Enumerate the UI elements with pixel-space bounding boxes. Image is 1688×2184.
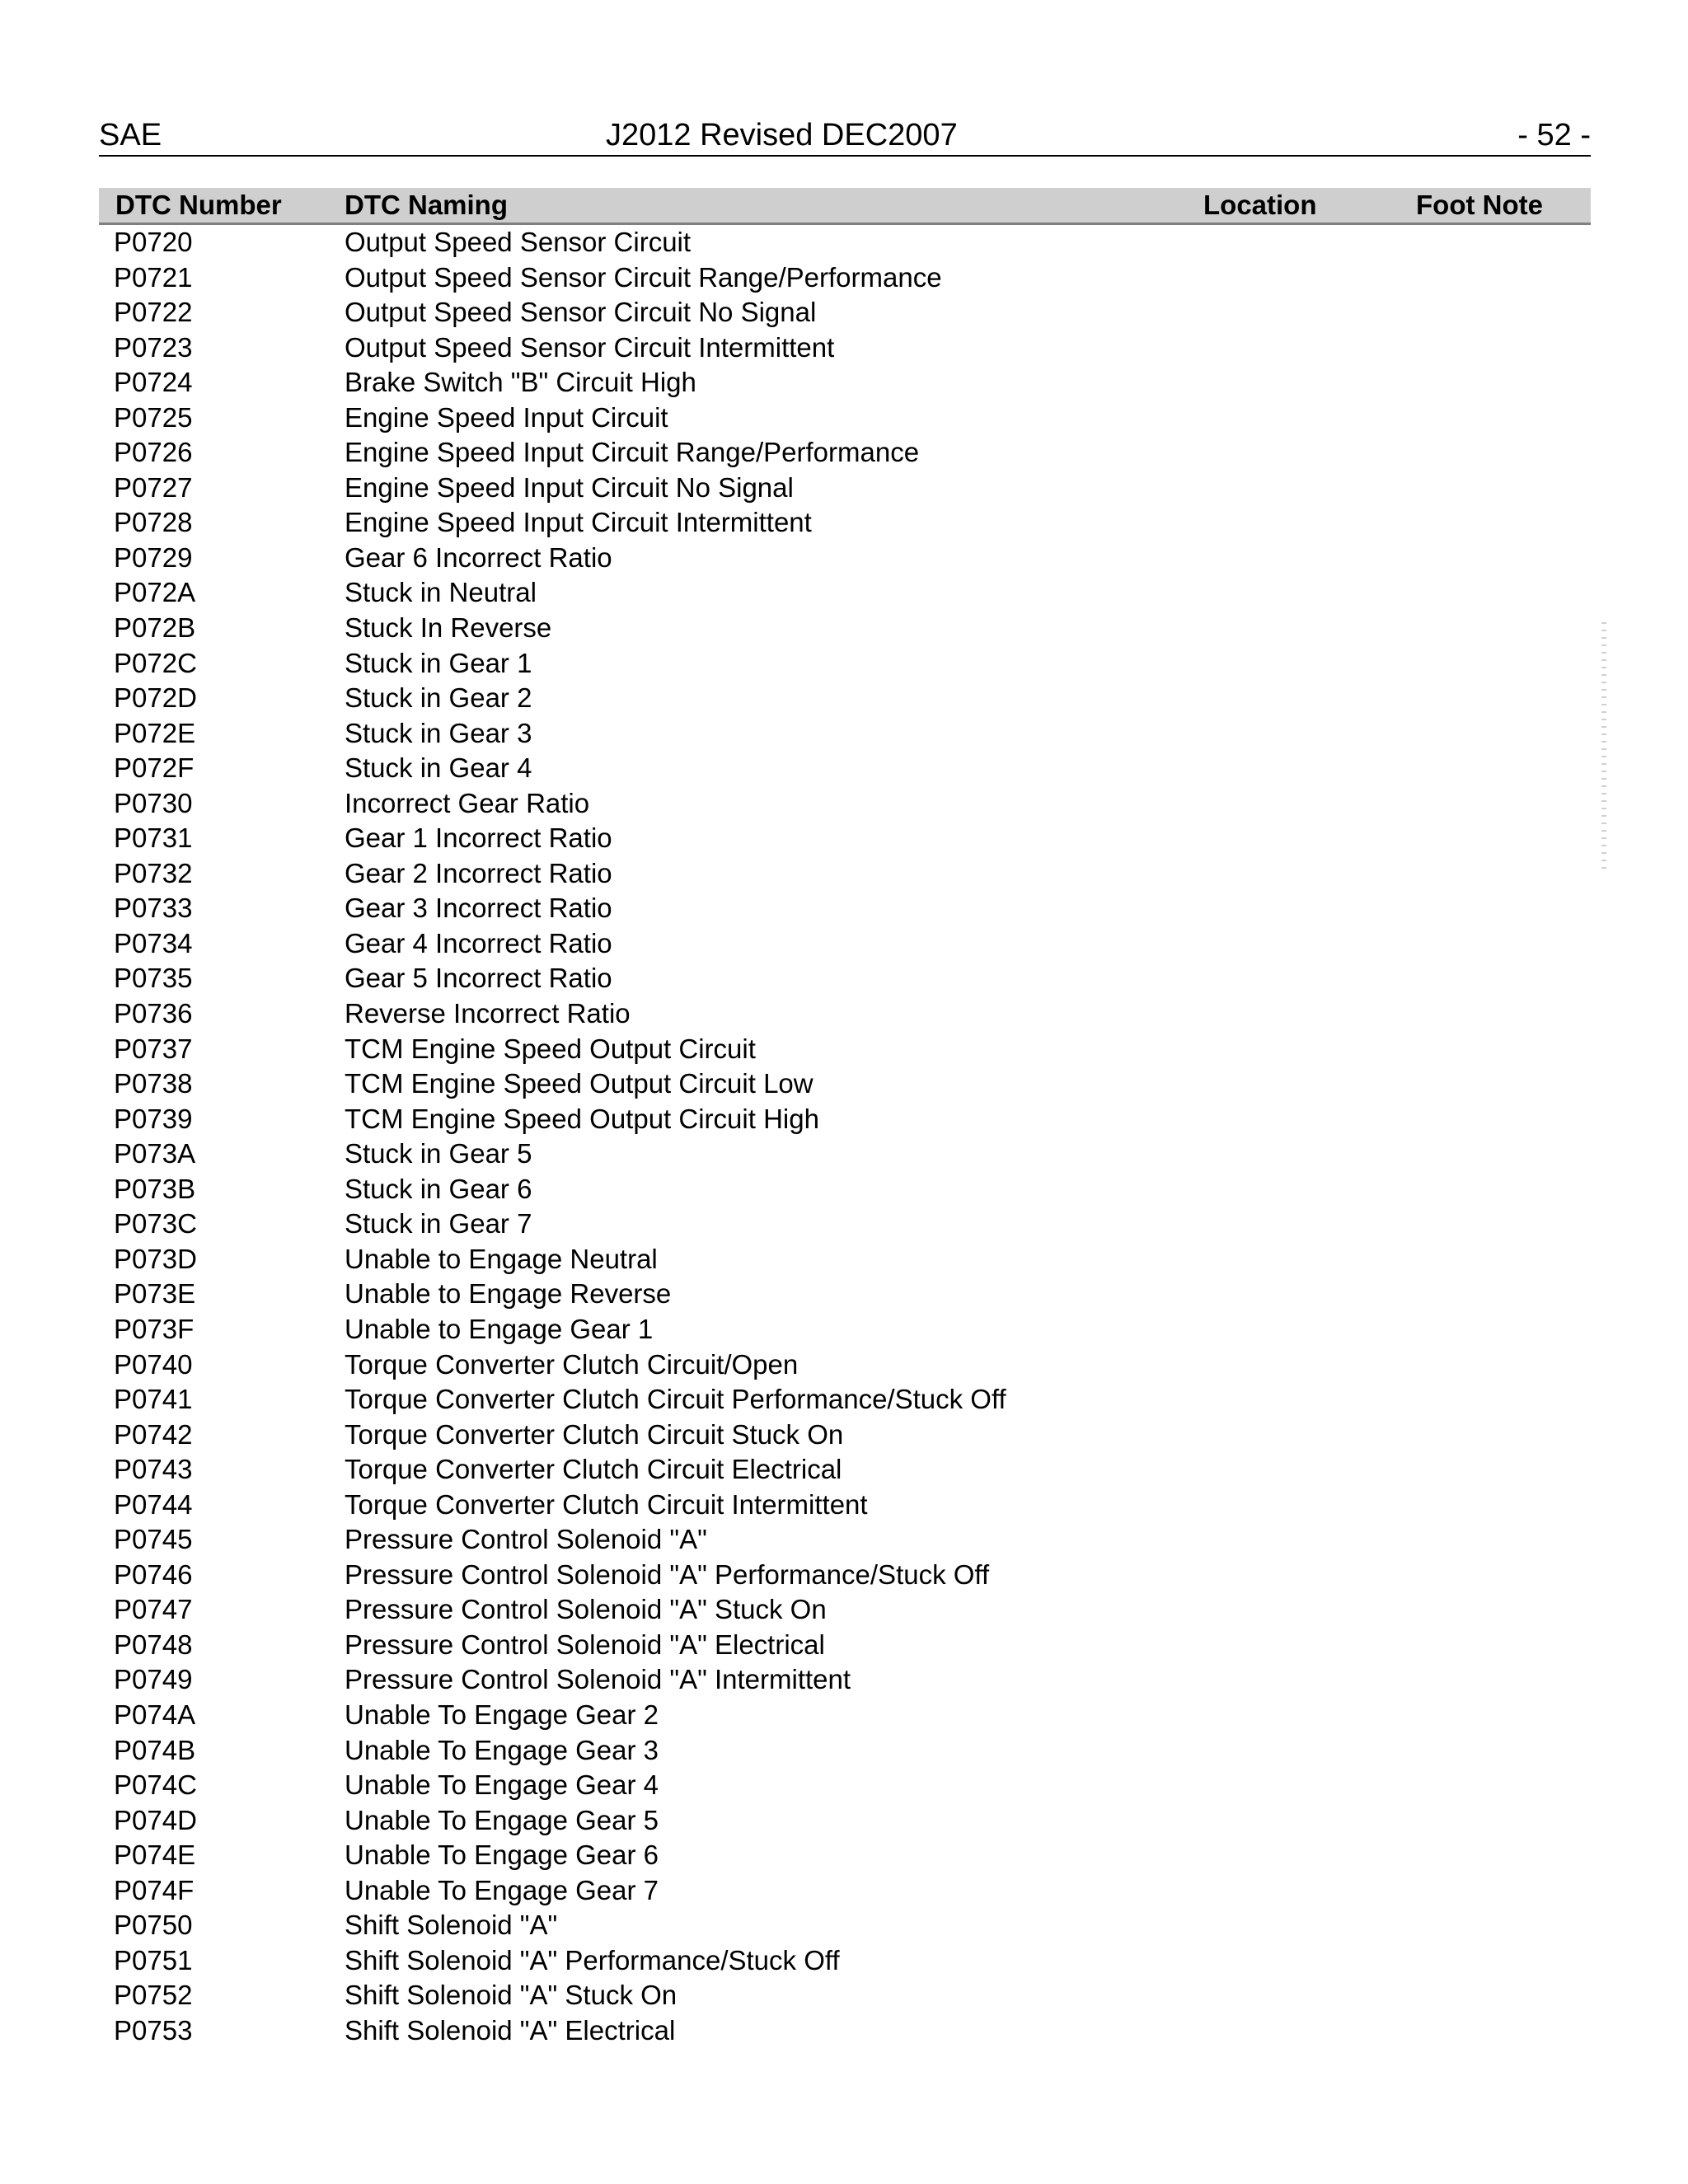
dtc-name: Stuck in Gear 4 (345, 752, 532, 784)
table-row (99, 1662, 1591, 1698)
column-header-dtc-naming: DTC Naming (345, 190, 508, 220)
column-header-dtc-number: DTC Number (115, 190, 282, 220)
dtc-code: P072B (114, 612, 196, 644)
dtc-name: Pressure Control Solenoid "A" (345, 1524, 707, 1555)
dtc-code: P0728 (114, 507, 193, 538)
dtc-code: P0732 (114, 857, 193, 888)
table-row (99, 1382, 1591, 1418)
dtc-code: P073B (114, 1173, 196, 1204)
table-row (99, 1943, 1591, 1979)
table-row (99, 996, 1591, 1032)
dtc-name: Reverse Incorrect Ratio (345, 998, 631, 1029)
dtc-code: P0738 (114, 1068, 193, 1099)
table-row (99, 1768, 1591, 1803)
table-row (99, 505, 1591, 541)
dtc-code: P0723 (114, 331, 193, 363)
dtc-name: Engine Speed Input Circuit (345, 401, 668, 433)
dtc-name: Brake Switch "B" Circuit High (345, 367, 696, 398)
table-row (99, 1207, 1591, 1242)
dtc-name: Stuck in Gear 5 (345, 1138, 532, 1169)
dtc-code: P0747 (114, 1594, 193, 1625)
dtc-name: Stuck in Neutral (345, 577, 537, 608)
dtc-name: Incorrect Gear Ratio (345, 787, 590, 818)
table-row (99, 1418, 1591, 1453)
column-header-location: Location (1203, 190, 1317, 220)
table-row (99, 1558, 1591, 1593)
dtc-table-body (99, 225, 1591, 2048)
table-row (99, 1628, 1591, 1663)
dtc-name: Stuck in Gear 6 (345, 1173, 532, 1204)
dtc-name: Unable To Engage Gear 3 (345, 1734, 659, 1765)
dtc-code: P0724 (114, 367, 193, 398)
table-row (99, 1032, 1591, 1067)
dtc-name: Torque Converter Clutch Circuit Performance/Stuck Off (345, 1384, 1006, 1415)
table-row (99, 1102, 1591, 1137)
table-row (99, 716, 1591, 752)
dtc-name: Gear 2 Incorrect Ratio (345, 857, 612, 888)
dtc-code: P0729 (114, 541, 193, 573)
dtc-code: P073F (114, 1313, 195, 1344)
dtc-code: P0744 (114, 1488, 193, 1520)
table-row (99, 611, 1591, 646)
table-row (99, 541, 1591, 576)
dtc-code: P0746 (114, 1558, 193, 1590)
dtc-code: P074E (114, 1840, 196, 1871)
dtc-code: P0745 (114, 1524, 193, 1555)
dtc-name: Gear 5 Incorrect Ratio (345, 963, 612, 994)
dtc-code: P0727 (114, 471, 193, 503)
table-row (99, 1803, 1591, 1839)
dtc-code: P0740 (114, 1348, 193, 1380)
dtc-name: Shift Solenoid "A" Stuck On (345, 1980, 678, 2011)
dtc-name: Pressure Control Solenoid "A" Performance/Stuck Off (345, 1558, 990, 1590)
dtc-code: P074A (114, 1699, 196, 1730)
table-row (99, 1172, 1591, 1207)
dtc-name: Pressure Control Solenoid "A" Stuck On (345, 1594, 827, 1625)
dtc-code: P0748 (114, 1629, 193, 1660)
table-row (99, 786, 1591, 822)
dtc-code: P0735 (114, 963, 193, 994)
dtc-name: Unable to Engage Reverse (345, 1278, 672, 1310)
header-organization: SAE (99, 118, 162, 152)
dtc-name: Stuck in Gear 7 (345, 1208, 532, 1240)
dtc-code: P074B (114, 1734, 196, 1765)
table-row (99, 926, 1591, 962)
table-row (99, 435, 1591, 471)
dtc-name: Unable To Engage Gear 7 (345, 1874, 659, 1905)
dtc-code: P0749 (114, 1664, 193, 1695)
dtc-code: P0752 (114, 1980, 193, 2011)
page-header (99, 115, 1591, 157)
dtc-name: Shift Solenoid "A" Electrical (345, 2014, 676, 2046)
table-row (99, 1452, 1591, 1488)
dtc-name: Stuck in Gear 2 (345, 682, 532, 714)
dtc-name: Engine Speed Input Circuit No Signal (345, 471, 794, 503)
dtc-code: P074D (114, 1804, 197, 1835)
dtc-code: P0734 (114, 927, 193, 958)
table-row (99, 681, 1591, 716)
dtc-code: P073E (114, 1278, 196, 1310)
dtc-name: Gear 1 Incorrect Ratio (345, 823, 612, 854)
table-row (99, 891, 1591, 926)
dtc-name: Unable to Engage Gear 1 (345, 1313, 654, 1344)
dtc-name: Stuck in Gear 1 (345, 647, 532, 678)
dtc-name: Stuck in Gear 3 (345, 717, 532, 748)
dtc-name: Pressure Control Solenoid "A" Electrical (345, 1629, 825, 1660)
dtc-code: P0721 (114, 261, 193, 293)
dtc-code: P0750 (114, 1910, 193, 1941)
table-row (99, 471, 1591, 506)
dtc-name: Torque Converter Clutch Circuit/Open (345, 1348, 799, 1380)
table-row (99, 1277, 1591, 1312)
table-row (99, 1066, 1591, 1102)
dtc-name: Unable to Engage Neutral (345, 1243, 658, 1274)
dtc-code: P0753 (114, 2014, 193, 2046)
table-row (99, 1838, 1591, 1873)
table-row (99, 1873, 1591, 1909)
dtc-code: P074F (114, 1874, 195, 1905)
dtc-code: P0737 (114, 1033, 193, 1064)
table-row (99, 1733, 1591, 1769)
table-row (99, 646, 1591, 682)
dtc-code: P0743 (114, 1454, 193, 1485)
header-page-number: - 52 - (1517, 118, 1591, 152)
dtc-name: TCM Engine Speed Output Circuit (345, 1033, 756, 1064)
dtc-code: P072F (114, 752, 195, 784)
dtc-code: P0739 (114, 1103, 193, 1134)
table-row (99, 225, 1591, 260)
table-row (99, 2013, 1591, 2049)
dtc-code: P072A (114, 577, 196, 608)
table-row (99, 1312, 1591, 1347)
dtc-name: Torque Converter Clutch Circuit Electrical (345, 1454, 842, 1485)
dtc-name: TCM Engine Speed Output Circuit Low (345, 1068, 814, 1099)
table-row (99, 856, 1591, 892)
dtc-code: P0733 (114, 893, 193, 924)
dtc-code: P0731 (114, 823, 193, 854)
dtc-code: P073D (114, 1243, 197, 1274)
dtc-name: Unable To Engage Gear 5 (345, 1804, 659, 1835)
dtc-code: P0730 (114, 787, 193, 818)
dtc-code: P072E (114, 717, 196, 748)
dtc-code: P0741 (114, 1384, 193, 1415)
dtc-code: P072D (114, 682, 197, 714)
dtc-name: Output Speed Sensor Circuit (345, 227, 692, 257)
column-header-foot-note: Foot Note (1416, 190, 1543, 220)
dtc-code: P0742 (114, 1418, 193, 1450)
dtc-name: Unable To Engage Gear 6 (345, 1840, 659, 1871)
table-row (99, 575, 1591, 611)
dtc-name: Engine Speed Input Circuit Range/Performance (345, 437, 920, 468)
dtc-code: P0720 (114, 227, 193, 257)
dtc-name: Output Speed Sensor Circuit No Signal (345, 297, 817, 328)
table-row (99, 1137, 1591, 1172)
dtc-code: P0751 (114, 1944, 193, 1975)
dtc-name: Output Speed Sensor Circuit Range/Performance (345, 261, 942, 293)
dtc-name: Unable To Engage Gear 4 (345, 1769, 659, 1801)
dtc-code: P0722 (114, 297, 193, 328)
table-row (99, 751, 1591, 786)
table-row (99, 821, 1591, 856)
dtc-name: Pressure Control Solenoid "A" Intermittent (345, 1664, 851, 1695)
dtc-name: Shift Solenoid "A" Performance/Stuck Off (345, 1944, 840, 1975)
dtc-code: P0726 (114, 437, 193, 468)
table-row (99, 1488, 1591, 1523)
dtc-name: Output Speed Sensor Circuit Intermittent (345, 331, 835, 363)
header-document-title: J2012 Revised DEC2007 (606, 118, 958, 152)
dtc-code: P0736 (114, 998, 193, 1029)
table-row (99, 330, 1591, 366)
table-row (99, 1522, 1591, 1558)
dtc-name: Stuck In Reverse (345, 612, 552, 644)
dtc-name: Gear 4 Incorrect Ratio (345, 927, 612, 958)
table-row (99, 365, 1591, 401)
table-row (99, 1347, 1591, 1383)
dtc-name: TCM Engine Speed Output Circuit High (345, 1103, 819, 1134)
table-row (99, 1242, 1591, 1277)
table-row (99, 401, 1591, 436)
dtc-code: P0725 (114, 401, 193, 433)
dtc-name: Gear 3 Incorrect Ratio (345, 893, 612, 924)
table-header (99, 188, 1591, 225)
dtc-code: P073C (114, 1208, 197, 1240)
dtc-name: Engine Speed Input Circuit Intermittent (345, 507, 812, 538)
table-row (99, 295, 1591, 330)
dtc-name: Shift Solenoid "A" (345, 1910, 558, 1941)
table-row (99, 961, 1591, 996)
dtc-code: P073A (114, 1138, 196, 1169)
dtc-name: Torque Converter Clutch Circuit Stuck On (345, 1418, 844, 1450)
table-row (99, 1698, 1591, 1733)
scan-artifact-marks (1601, 622, 1606, 869)
table-row (99, 1978, 1591, 2013)
table-row (99, 260, 1591, 296)
dtc-name: Gear 6 Incorrect Ratio (345, 541, 612, 573)
dtc-name: Torque Converter Clutch Circuit Intermittent (345, 1488, 868, 1520)
dtc-name: Unable To Engage Gear 2 (345, 1699, 659, 1730)
dtc-code: P072C (114, 647, 197, 678)
table-row (99, 1908, 1591, 1943)
table-row (99, 1592, 1591, 1628)
dtc-code: P074C (114, 1769, 197, 1801)
